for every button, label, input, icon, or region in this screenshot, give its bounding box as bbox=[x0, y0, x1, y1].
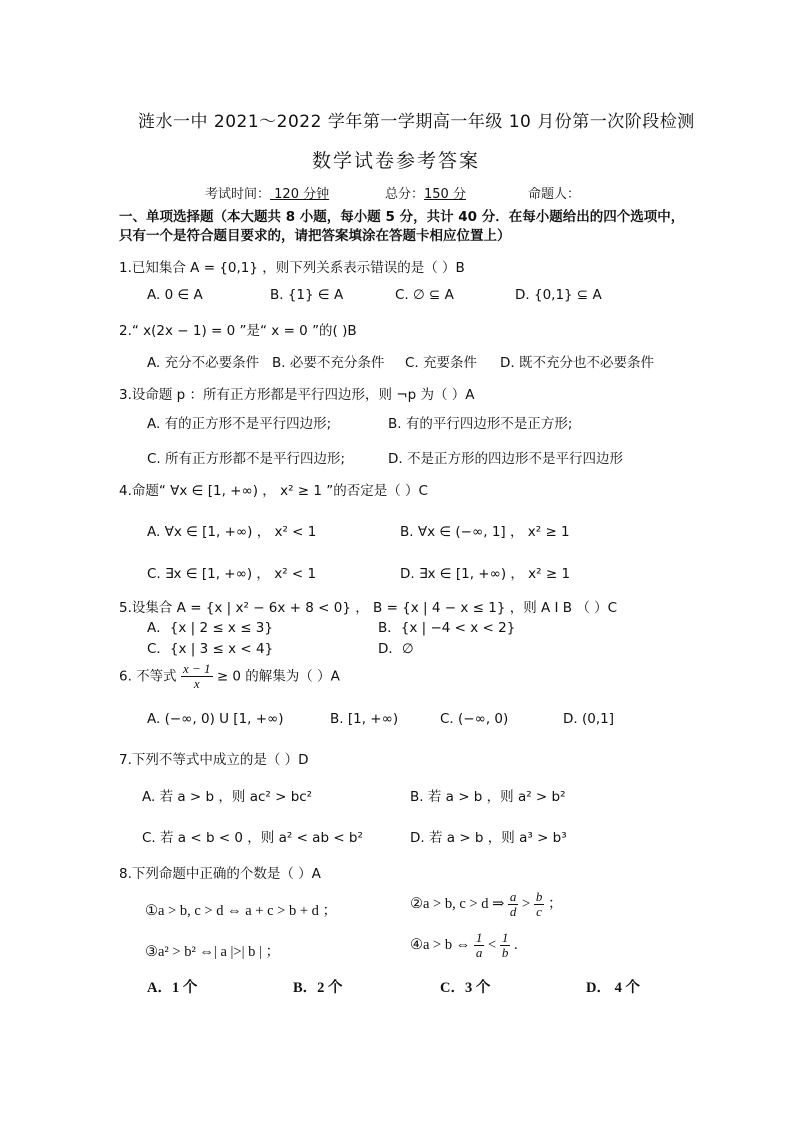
question-3-option-a: A. 有的正方形不是平行四边形; bbox=[147, 416, 332, 432]
frac-numerator: b bbox=[535, 889, 543, 904]
question-2-option-b: B. 必要不充分条件 bbox=[272, 355, 385, 371]
question-1-option-d: D. {0,1} ⊆ A bbox=[515, 287, 602, 303]
question-6-stem-before: 6. 不等式 bbox=[119, 668, 177, 685]
question-8-item-2-frac-right bbox=[534, 890, 545, 919]
page-title: 涟水一中 2021～2022 学年第一学期高一年级 10 月份第一次阶段检测 bbox=[138, 112, 695, 132]
less-than: < bbox=[488, 936, 497, 953]
question-3-option-b: B. 有的平行四边形不是正方形; bbox=[388, 416, 573, 432]
exam-time-value: 120 分钟 bbox=[270, 187, 330, 202]
question-6-fraction-denominator: x bbox=[193, 676, 200, 691]
question-5-option-b: B．{x | −4 < x < 2} bbox=[378, 620, 516, 636]
question-6-stem-after: ≥ 0 的解集为（ ）A bbox=[216, 668, 340, 685]
question-4-stem: 4.命题“ ∀x ∈ [1, +∞) ， x² ≥ 1 ”的否定是（ ）C bbox=[119, 483, 428, 499]
question-4-option-c: C. ∃x ∈ [1, +∞) ， x² < 1 bbox=[147, 566, 317, 582]
frac-numerator: 1 bbox=[475, 930, 483, 945]
question-5-option-c: C．{x | 3 ≤ x < 4} bbox=[147, 641, 274, 657]
question-8-item-2-frac-left bbox=[508, 890, 519, 919]
question-8-option-d: D． 4 个 bbox=[586, 980, 640, 996]
question-1-option-b: B. {1} ∈ A bbox=[270, 287, 344, 303]
question-7-option-a: A. 若 a > b ，则 ac² > bc² bbox=[142, 789, 313, 805]
question-7-stem: 7.下列不等式中成立的是（ ）D bbox=[119, 752, 309, 768]
question-8-item-2 bbox=[410, 890, 562, 919]
question-8-item-4-frac-left bbox=[474, 931, 485, 960]
question-3-option-d: D. 不是正方形的四边形不是平行四边形 bbox=[388, 451, 623, 467]
question-8-item-2-text: ②a > b, c > d ⇒ bbox=[410, 895, 505, 912]
question-5-option-a: A．{x | 2 ≤ x ≤ 3} bbox=[147, 620, 273, 636]
frac-numerator: a bbox=[509, 889, 517, 904]
section-heading-line1: 一、单项选择题（本大题共 8 小题，每小题 5 分，共计 40 分．在每小题给出的四个选项中， bbox=[119, 209, 685, 225]
question-1-option-a: A. 0 ∈ A bbox=[147, 287, 203, 303]
question-8-item-1: ①a > b, c > d ⇔ a + c > b + d ； bbox=[145, 903, 338, 919]
question-6-option-b: B. [1, +∞) bbox=[330, 711, 399, 727]
author-label: 命题人： bbox=[528, 187, 581, 202]
question-3-stem: 3.设命题 p ：所有正方形都是平行四边形，则 ¬p 为（ ）A bbox=[119, 387, 475, 403]
question-8-option-c: C．3 个 bbox=[440, 980, 491, 996]
period: . bbox=[513, 936, 518, 953]
question-7-option-b: B. 若 a > b ，则 a² > b² bbox=[410, 789, 566, 805]
frac-denominator: d bbox=[509, 904, 517, 919]
question-8-item-4 bbox=[410, 931, 518, 960]
question-6-option-a: A. (−∞, 0) U [1, +∞) bbox=[147, 711, 284, 727]
question-6-option-d: D. (0,1] bbox=[563, 711, 614, 727]
question-6-fraction-numerator: x − 1 bbox=[182, 661, 211, 676]
question-2-option-c: C. 充要条件 bbox=[405, 355, 478, 371]
page-subtitle: 数学试卷参考答案 bbox=[312, 150, 481, 172]
question-4-option-a: A. ∀x ∈ [1, +∞) ， x² < 1 bbox=[147, 524, 317, 540]
greater-than: > bbox=[522, 895, 531, 912]
question-5-stem: 5.设集合 A = {x | x² − 6x + 8 < 0} ， B = {x | 4 − x ≤ 1} ，则 A I B （ ）C bbox=[119, 600, 618, 616]
question-5-option-d: D．∅ bbox=[378, 641, 414, 657]
question-4-option-d: D. ∃x ∈ [1, +∞) ， x² ≥ 1 bbox=[400, 566, 571, 582]
question-7-option-d: D. 若 a > b ，则 a³ > b³ bbox=[410, 830, 567, 846]
question-6-fraction bbox=[181, 662, 213, 691]
question-7-option-c: C. 若 a < b < 0 ，则 a² < ab < b² bbox=[142, 830, 363, 846]
question-1-stem: 1.已知集合 A = {0,1} ，则下列关系表示错误的是（ ）B bbox=[119, 260, 465, 276]
section-heading-line2: 只有一个是符合题目要求的，请把答案填涂在答题卡相应位置上） bbox=[119, 228, 511, 244]
frac-denominator: b bbox=[501, 945, 509, 960]
total-score bbox=[385, 183, 466, 202]
question-2-option-a: A. 充分不必要条件 bbox=[147, 355, 260, 371]
question-6-option-c: C. (−∞, 0) bbox=[440, 711, 509, 727]
question-8-item-4-frac-right bbox=[500, 931, 511, 960]
question-2-stem: 2.“ x(2x − 1) = 0 ”是“ x = 0 ”的( )B bbox=[119, 323, 357, 339]
total-value: 150 分 bbox=[424, 187, 466, 202]
total-label: 总分： bbox=[385, 187, 425, 202]
frac-denominator: a bbox=[475, 945, 483, 960]
question-8-item-4-text: ④a > b ⇔ bbox=[410, 936, 471, 953]
question-4-option-b: B. ∀x ∈ (−∞, 1] ， x² ≥ 1 bbox=[400, 524, 570, 540]
question-1-option-c: C. ∅ ⊆ A bbox=[395, 287, 454, 303]
exam-time-label: 考试时间： bbox=[205, 187, 271, 202]
question-8-option-b: B．2 个 bbox=[293, 980, 343, 996]
question-3-option-c: C. 所有正方形都不是平行四边形; bbox=[147, 451, 346, 467]
frac-denominator: c bbox=[536, 904, 542, 919]
frac-numerator: 1 bbox=[501, 930, 509, 945]
question-2-option-d: D. 既不充分也不必要条件 bbox=[500, 355, 654, 371]
question-8-option-a: A．1 个 bbox=[147, 980, 198, 996]
exam-info bbox=[205, 183, 329, 202]
question-6-stem bbox=[119, 662, 340, 691]
question-8-item-3: ③a² > b² ⇔| a |>| b | ； bbox=[145, 944, 281, 960]
question-8-stem: 8.下列命题中正确的个数是（ ）A bbox=[119, 866, 321, 882]
semicolon: ； bbox=[547, 895, 563, 912]
